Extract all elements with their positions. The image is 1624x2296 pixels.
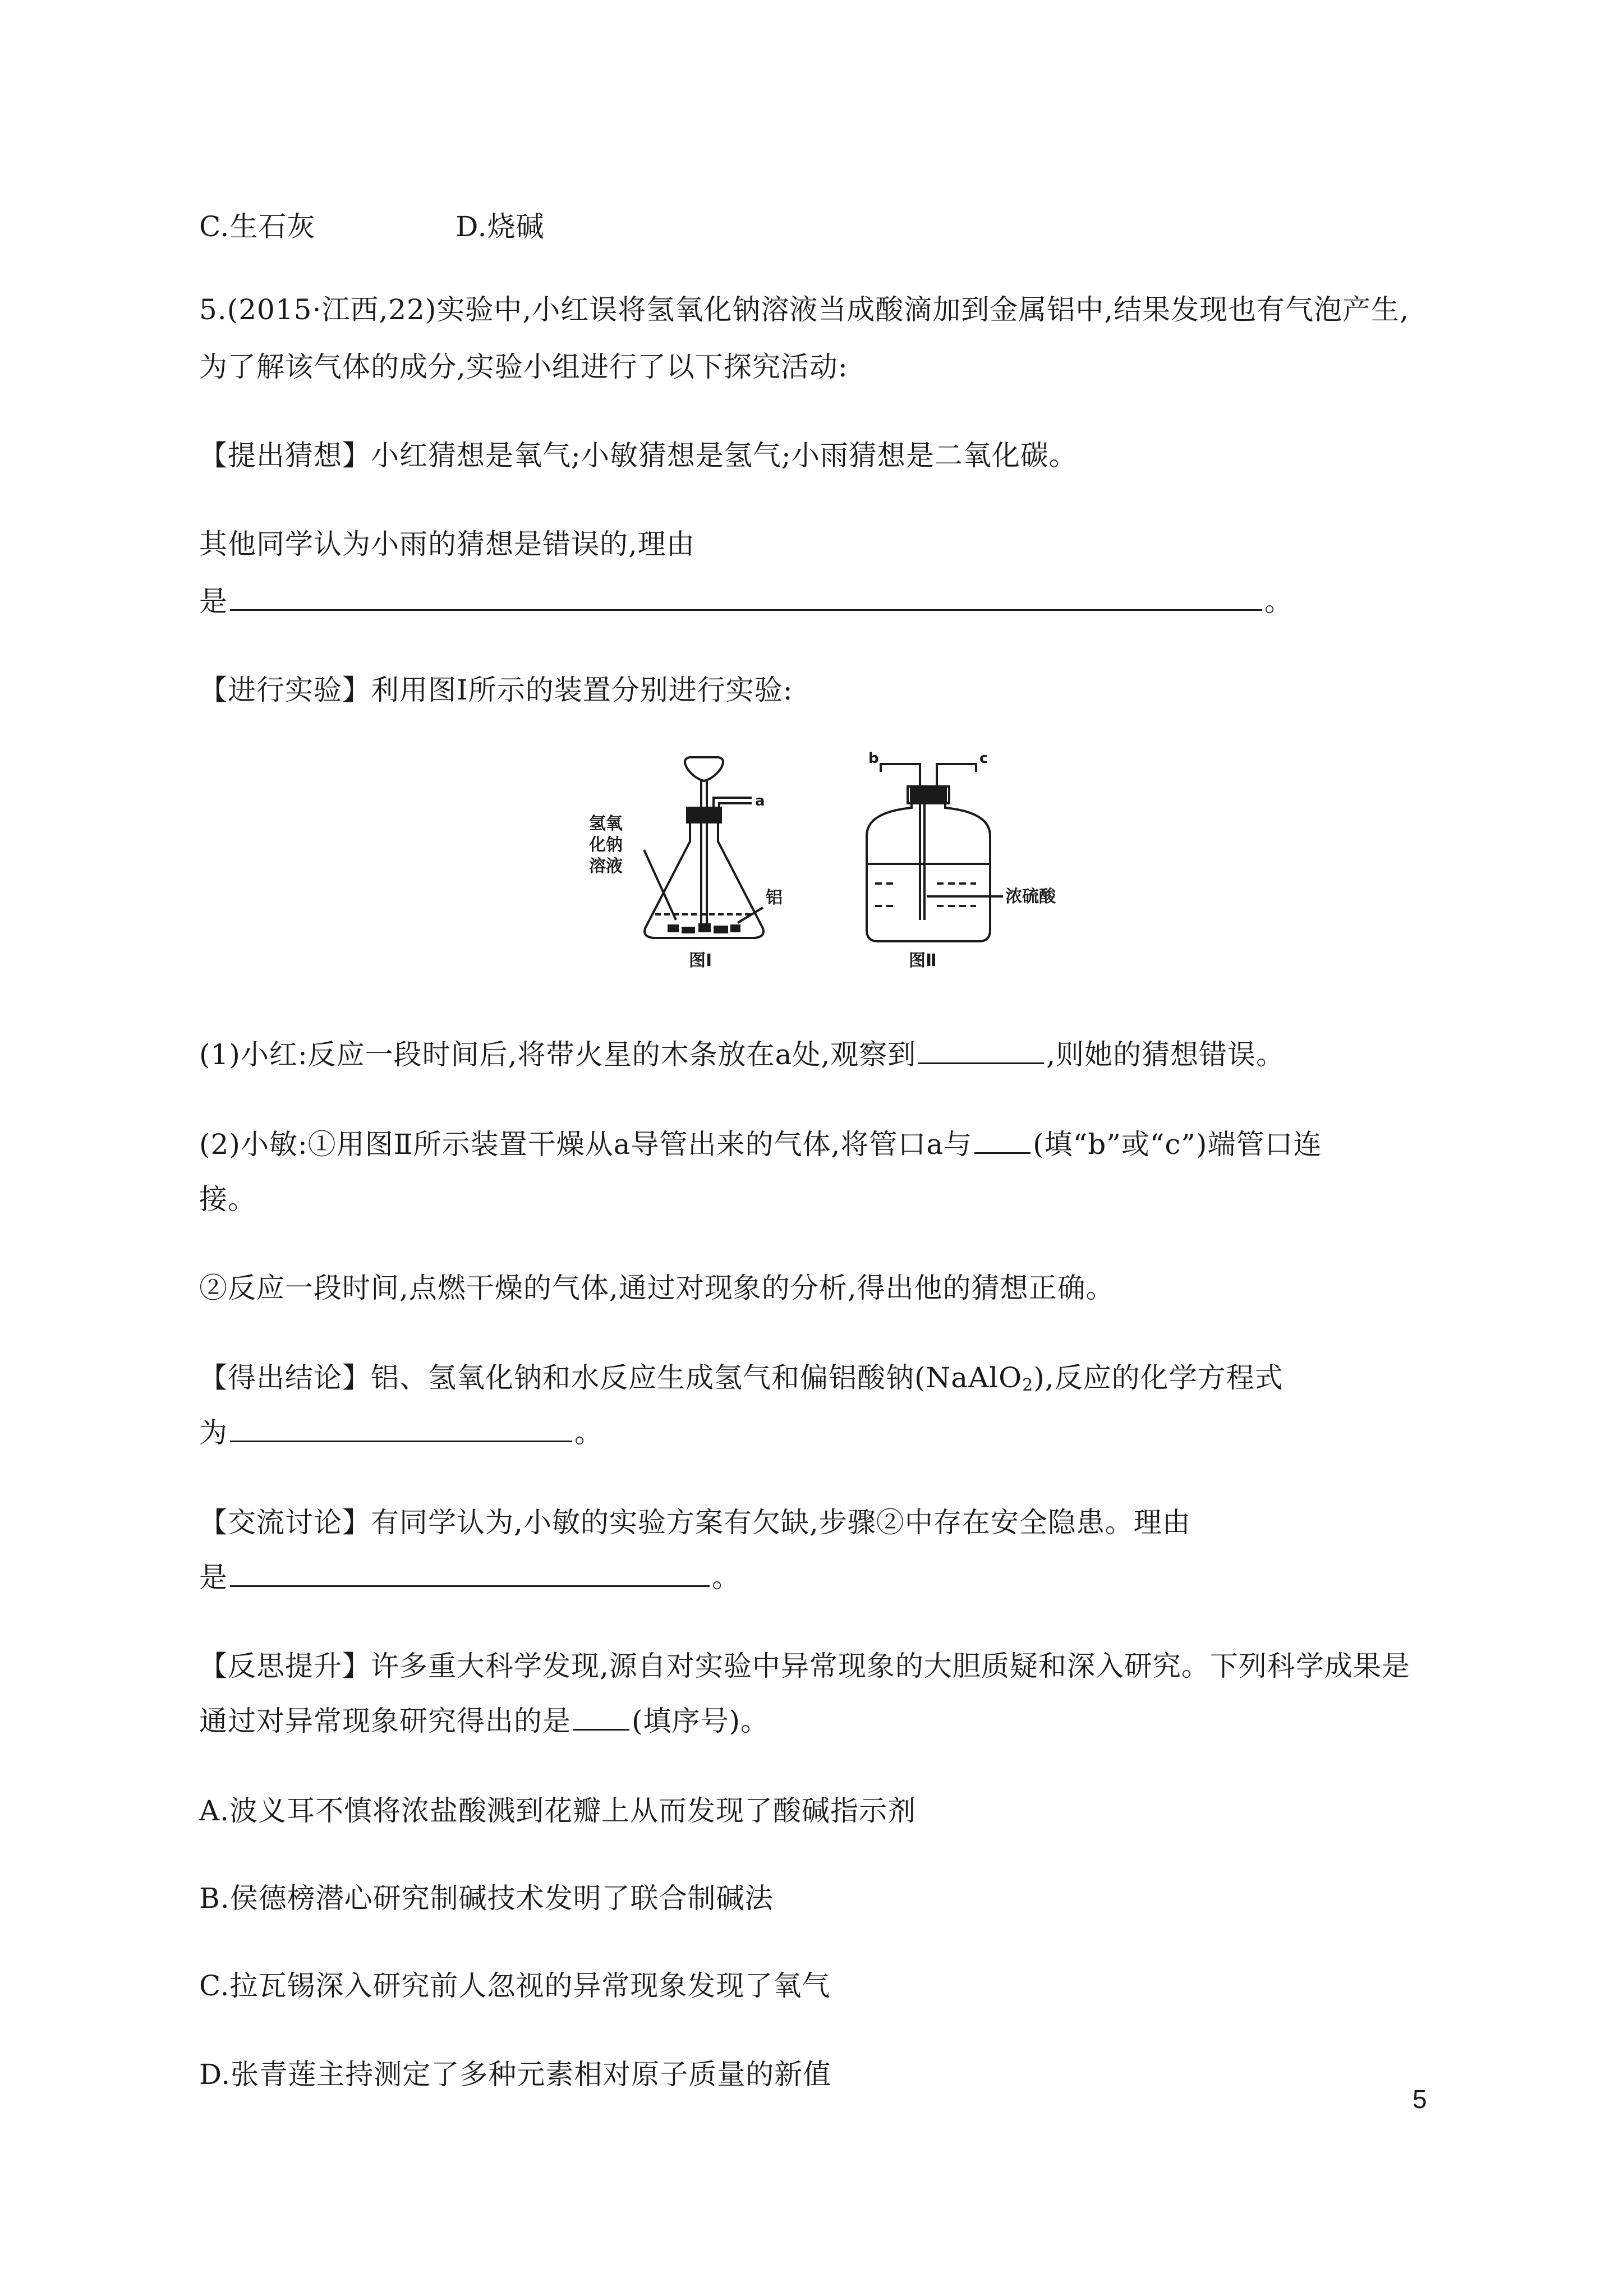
discussion-blank[interactable] <box>230 1561 710 1587</box>
sulfuric-acid-label: 浓硫酸 <box>1005 887 1056 907</box>
page-number: 5 <box>1413 2085 1427 2114</box>
hypothesis-line: 【提出猜想】小红猜想是氧气;小敏猜想是氢气;小雨猜想是二氧化碳。 <box>199 439 1078 472</box>
reason-period: 。 <box>1264 585 1293 618</box>
reason-prompt: 其他同学认为小雨的猜想是错误的,理由 <box>199 528 695 560</box>
reflection-suffix: (填序号)。 <box>632 1705 770 1737</box>
step2-blank[interactable] <box>974 1128 1030 1154</box>
figure-1-caption: 图Ⅰ <box>689 951 712 970</box>
step2-line1 <box>199 1126 1322 1162</box>
figure-2-wash-bottle <box>867 764 1003 941</box>
naoh-label-3: 溶液 <box>589 857 623 876</box>
equation-blank[interactable] <box>230 1416 572 1442</box>
port-b-label: b <box>868 752 879 767</box>
option-b: B.侯德榜潜心研究制碱技术发明了联合制碱法 <box>199 1882 774 1915</box>
discussion-answer-line <box>199 1559 740 1595</box>
reflection-line1: 【反思提升】许多重大科学发现,源自对实验中异常现象的大胆质疑和深入研究。下列科学成果是 <box>199 1650 1410 1682</box>
reason-answer-line <box>199 583 1293 619</box>
discussion-prefix: 是 <box>199 1561 228 1594</box>
reflection-line2 <box>199 1703 769 1739</box>
option-d-text: D.张青莲主持测定了多种元素相对原子质量的新值 <box>199 2058 832 2091</box>
aluminum-label: 铝 <box>766 888 783 908</box>
discussion-period: 。 <box>712 1561 740 1594</box>
conclusion-period: 。 <box>574 1416 603 1449</box>
step1-prefix: (1)小红:反应一段时间后,将带火星的木条放在a处,观察到 <box>199 1038 917 1071</box>
step2-line2: 接。 <box>199 1183 256 1216</box>
conclusion-prefix: 为 <box>199 1416 228 1449</box>
apparatus-figure <box>583 752 1066 976</box>
option-a: A.波义耳不慎将浓盐酸溅到花瓣上从而发现了酸碱指示剂 <box>199 1795 917 1827</box>
conclusion-subscript: 2 <box>1022 1375 1034 1395</box>
option-d: D.烧碱 <box>456 210 545 243</box>
figure-1-flask <box>644 757 763 938</box>
experiment-intro: 【进行实验】利用图Ⅰ所示的装置分别进行实验: <box>199 674 793 706</box>
reason-blank[interactable] <box>230 585 1262 611</box>
reflection-blank[interactable] <box>573 1704 629 1731</box>
step2-part2: ②反应一段时间,点燃干燥的气体,通过对现象的分析,得出他的猜想正确。 <box>199 1272 1115 1304</box>
q4-options-line <box>199 209 545 245</box>
step1-suffix: ,则她的猜想错误。 <box>1046 1038 1285 1071</box>
conclusion-answer-line <box>199 1415 603 1451</box>
discussion-line: 【交流讨论】有同学认为,小敏的实验方案有欠缺,步骤②中存在安全隐患。理由 <box>199 1506 1191 1539</box>
conclusion-text: 【得出结论】铝、氢氧化钠和水反应生成氢气和偏铝酸钠(NaAlO <box>199 1361 1023 1394</box>
option-c-text: C.拉瓦锡深入研究前人忽视的异常现象发现了氧气 <box>199 1970 831 2002</box>
option-c: C.生石灰 <box>199 210 316 243</box>
conclusion-text-after: ),反应的化学方程式 <box>1033 1361 1283 1394</box>
port-a-label: a <box>755 793 765 809</box>
step2-prefix: (2)小敏:①用图Ⅱ所示装置干燥从a导管出来的气体,将管口a与 <box>199 1128 973 1161</box>
figure-1-aluminum <box>668 923 740 933</box>
step1-line <box>199 1037 1285 1073</box>
q5-header-line2: 为了解该气体的成分,实验小组进行了以下探究活动: <box>199 351 848 383</box>
step1-blank[interactable] <box>918 1038 1044 1064</box>
reason-prefix: 是 <box>199 585 228 618</box>
step2-suffix: (填“b”或“c”)端管口连 <box>1033 1128 1322 1161</box>
conclusion-line <box>199 1360 1283 1404</box>
reflection-prefix: 通过对异常现象研究得出的是 <box>199 1705 571 1737</box>
q5-header-line1: 5.(2015·江西,22)实验中,小红误将氢氧化钠溶液当成酸滴加到金属铝中,结果发现也有气泡产生, <box>199 293 1410 326</box>
naoh-label-1: 氢氧 <box>589 814 623 834</box>
port-c-label: c <box>979 752 988 767</box>
naoh-label-2: 化钠 <box>589 835 623 855</box>
figure-2-caption: 图Ⅱ <box>909 951 937 970</box>
